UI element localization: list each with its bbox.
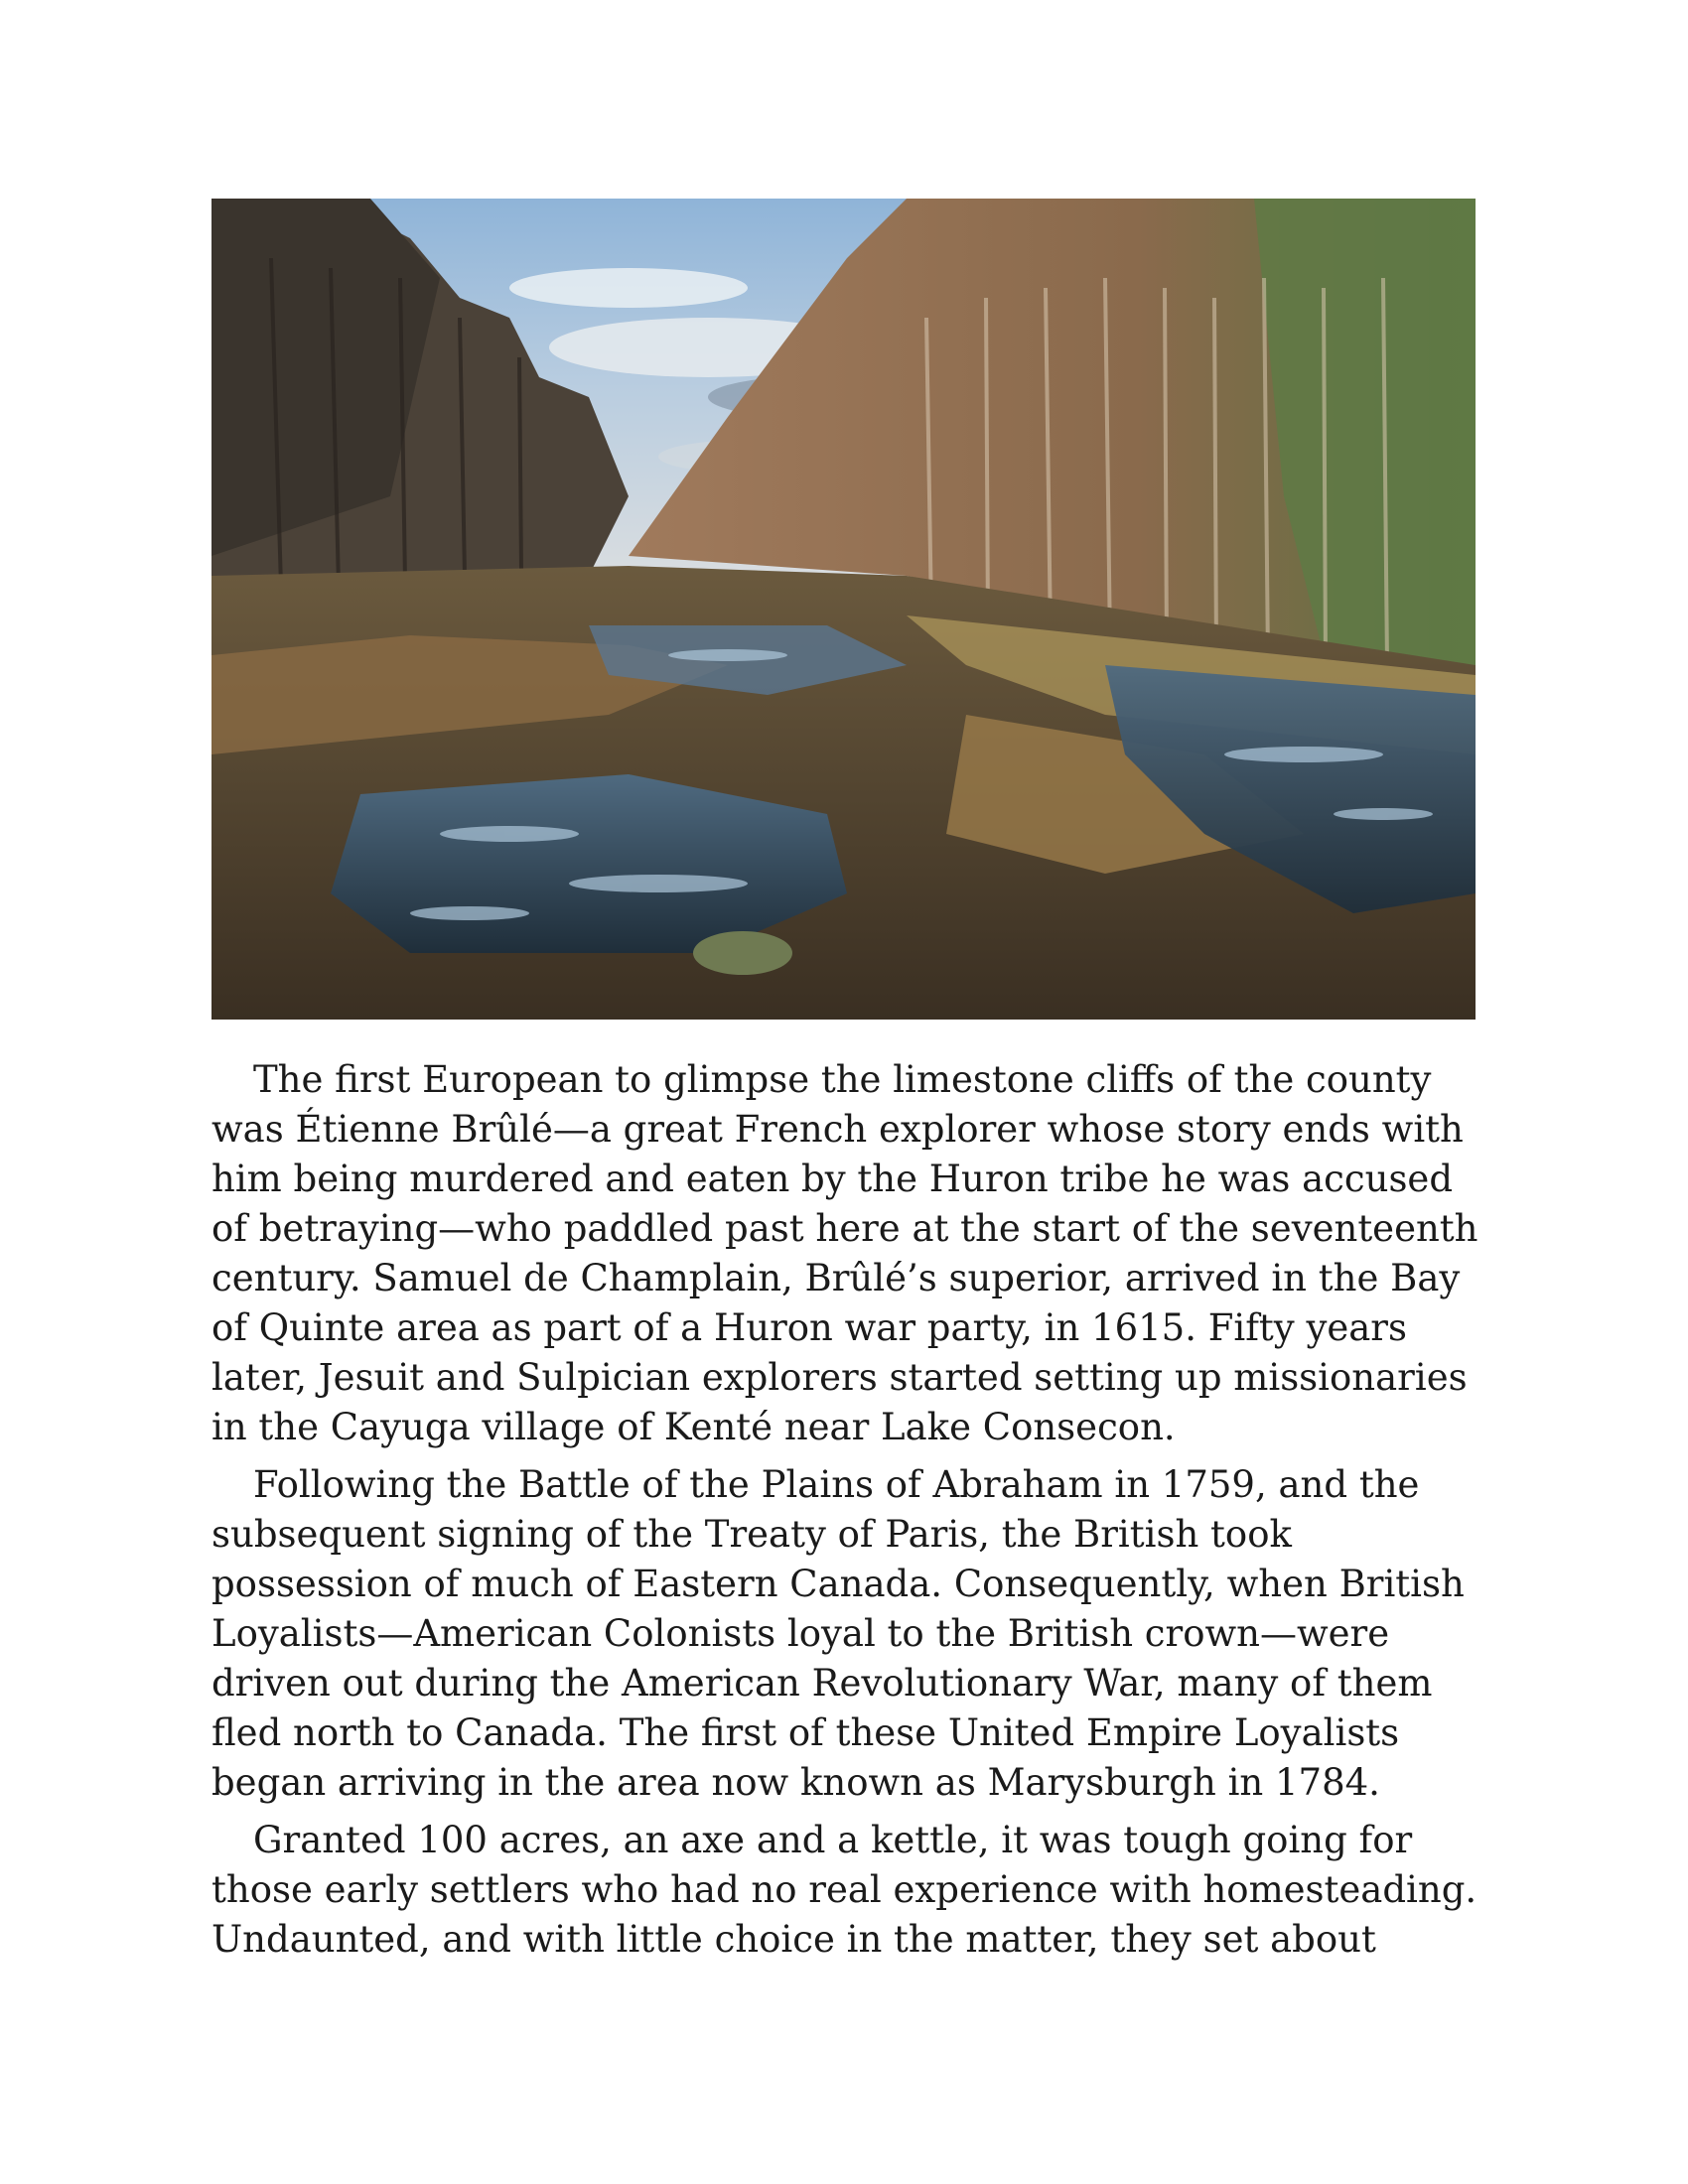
wetland-photo [211, 199, 1476, 1020]
article-body [211, 1055, 1482, 1973]
paragraph-1: The first European to glimpse the limestone cliffs of the county was Étienne Brûlé—a great French explorer whose story ends with him being murdered and eaten by the Huron tribe he was accused of betraying—who paddled past here at the start of the seventeenth century. Samuel de Champlain, Brûlé’s superior, arrived in the Bay of Quinte area as part of a Huron war party, in 1615. Fifty years later, Jesuit and Sulpician explorers started setting up missionaries in the Cayuga village of Kenté near Lake Consecon. [211, 1058, 1478, 1448]
paragraph-2: Following the Battle of the Plains of Abraham in 1759, and the subsequent signing of the Treaty of Paris, the British took possession of much of Eastern Canada. Consequently, when British Loyalists—American Colonists loyal to the British crown—were driven out during the American Revolutionary War, many of them fled north to Canada. The first of these United Empire Loyalists began arriving in the area now known as Marysburgh in 1784. [211, 1463, 1465, 1804]
paragraph-3: Granted 100 acres, an axe and a kettle, it was tough going for those early settlers who had no real experience with homesteading. Undaunted, and with little choice in the matter, they set about [211, 1819, 1477, 1961]
wetland-photo-illustration [211, 199, 1476, 1020]
